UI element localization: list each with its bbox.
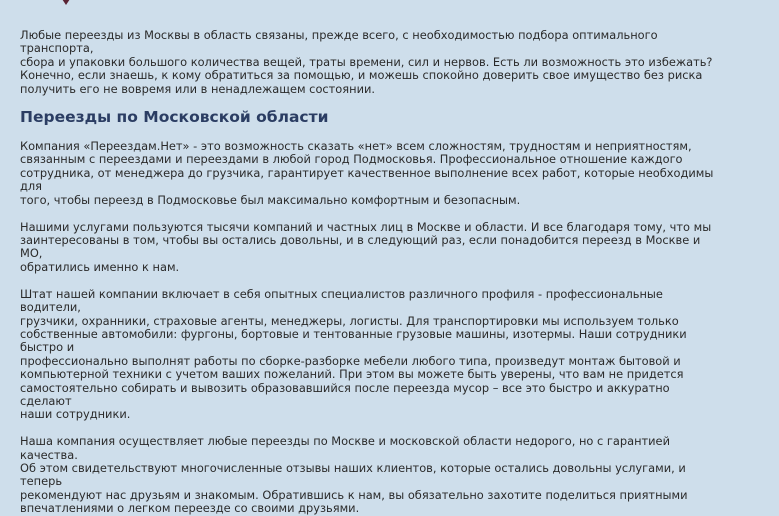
- text-line: Компания «Переездам.Нет» - это возможность сказать «нет» всем сложностям, трудностям и неприятностям,: [20, 139, 692, 154]
- article-content: [20, 29, 720, 516]
- staff-paragraph: [20, 288, 720, 422]
- text-line: Нашими услугами пользуются тысячи компаний и частных лиц в Москве и области. И все благодаря тому, что мы: [20, 219, 712, 234]
- section-heading: Переезды по Московской области: [20, 108, 329, 127]
- text-line: того, чтобы переезд в Подмосковье был максимально комфортным и безопасным.: [20, 192, 521, 207]
- company-paragraph: [20, 140, 720, 207]
- decorative-arrow-icon: [60, 0, 72, 5]
- text-line: Конечно, если знаешь, к кому обратиться за помощью, и можешь спокойно доверить свое имущество без риска: [20, 68, 703, 83]
- intro-paragraph: [20, 29, 720, 96]
- text-line: грузчики, охранники, страховые агенты, менеджеры, логисты. Для транспортировки мы используем только: [20, 313, 679, 328]
- text-line: сбора и упаковки большого количества вещей, траты времени, сил и нервов. Есть ли возможность это избежать?: [20, 54, 713, 69]
- quality-paragraph: [20, 435, 720, 515]
- text-line: наши сотрудники.: [20, 407, 131, 422]
- text-line: получить его не вовремя или в ненадлежащем состоянии.: [20, 81, 376, 96]
- text-line: профессионально выполнят работы по сборке-разборке мебели любого типа, произведут монтаж бытовой и: [20, 353, 681, 368]
- text-line: Любые переезды из Москвы в область связаны, прежде всего, с необходимостью подбора оптимального транспорта,: [20, 28, 658, 56]
- text-line: заинтересованы в том, чтобы вы остались довольны, и в следующий раз, если понадобится переезд в Москве и МО,: [20, 232, 701, 261]
- text-line: впечатлениями о легком переезде со своими друзьями.: [20, 501, 360, 516]
- text-line: компьютерной техники с учетом ваших пожеланий. При этом вы можете быть уверены, что вам не придется: [20, 367, 684, 382]
- clients-paragraph: [20, 221, 720, 275]
- text-line: связанным с переездами и переездами в любой город Подмосковья. Профессиональное отношение каждого: [20, 152, 683, 167]
- text-line: самостоятельно собирать и вывозить образовавшийся после переезда мусор – все это быстро и аккуратно сделают: [20, 380, 670, 408]
- text-line: сотрудника, от менеджера до грузчика, гарантирует качественное выполнение всех работ, которые необходимы для: [20, 165, 714, 194]
- text-line: Об этом свидетельствуют многочисленные отзывы наших клиентов, которые остались довольны услугами, и теперь: [20, 461, 686, 489]
- text-line: обратились именно к нам.: [20, 259, 180, 274]
- text-line: рекомендуют нас друзьям и знакомым. Обратившись к нам, вы обязательно захотите поделиться приятными: [20, 487, 688, 502]
- text-line: Штат нашей компании включает в себя опытных специалистов различного профиля - профессиональные водители,: [20, 286, 663, 315]
- text-line: собственные автомобили: фургоны, бортовые и тентованные грузовые машины, изотермы. Наши сотрудники быстро и: [20, 326, 687, 355]
- text-line: Наша компания осуществляет любые переезды по Москве и московской области недорого, но с гарантией качества.: [20, 434, 670, 462]
